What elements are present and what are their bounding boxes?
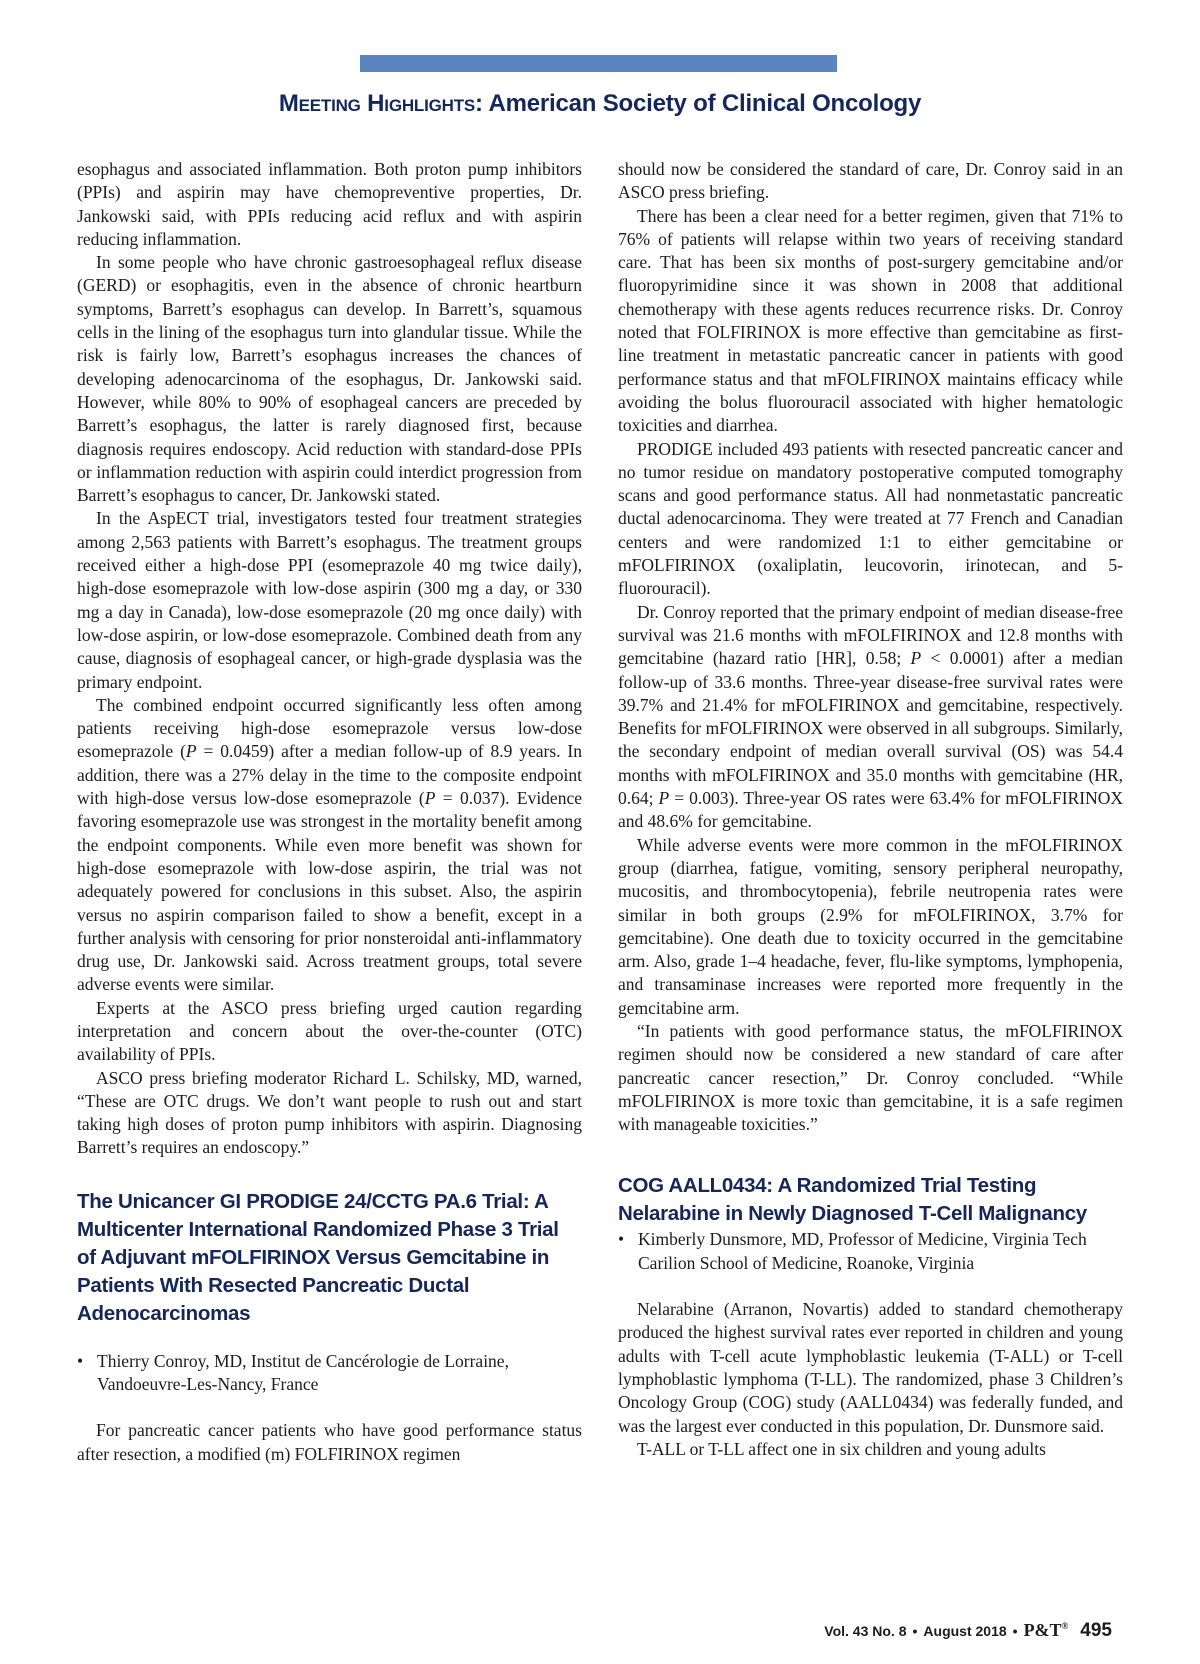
header-prefix: Meeting Highlights: bbox=[278, 90, 483, 117]
bullet-dot: • bbox=[77, 1350, 84, 1371]
page-footer bbox=[824, 1620, 1112, 1642]
left-paragraph: In the AspECT trial, investigators tested four treatment strategies among 2,563 patients with Barrett’s esophagus. The treatment groups received either a high-dose PPI (esomeprazole 40 mg twice daily), high-dose esomeprazole with low-dose aspirin (300 mg a day, or 330 mg a day in Canada), low-dose esomeprazole (20 mg once daily) with low-dose aspirin, or low-dose esomeprazole. Combined death from any cause, diagnosis of esophageal cancer, or high-grade dysplasia was the primary endpoint. bbox=[77, 508, 582, 692]
text-run: = 0.037). Evidence favoring esomeprazole use was strongest in the mortality benefit among the endpoint components. While even more benefit was shown for high-dose esomeprazole with low-dose aspirin, the trial was not adequately powered for conclusions in this subset. Also, the aspirin versus no aspirin comparison failed to show a benefit, except in a further analysis with censoring for prior nonsteroidal anti-inflammatory drug use, Dr. Jankowski said. Across treatment groups, total severe adverse events were similar. bbox=[77, 788, 582, 995]
right-paragraph: should now be considered the standard of care, Dr. Conroy said in an ASCO press briefing. bbox=[618, 159, 1123, 203]
page-header bbox=[0, 90, 1200, 118]
right-paragraph: Nelarabine (Arranon, Novartis) added to standard chemotherapy produced the highest survival rates ever reported in children and young adults with T-cell acute lymphoblastic leukemia (T-ALL) or T-cell lymphoblastic lymphoma (T-LL). The randomized, phase 3 Children’s Oncology Group (COG) study (AALL0434) was federally funded, and was the largest ever conducted in this population, Dr. Dunsmore said. bbox=[618, 1299, 1123, 1436]
author-bullet bbox=[618, 1228, 1123, 1275]
page-number: 495 bbox=[1080, 1620, 1112, 1641]
p-symbol: P bbox=[910, 648, 922, 669]
text-run: < 0.0001) after a median follow-up of 33.6 months. Three-year disease-free survival rates were 39.7% and 21.4% for mFOLFIRINOX and gemcitabine, respectively. Benefits for mFOLFIRINOX were observed in all subgroups. Similarly, the secondary endpoint of median overall survival (OS) was 54.4 months with mFOLFIRINOX and 35.0 months with gemcitabine (HR, 0.64; bbox=[618, 648, 1124, 809]
p-symbol: P bbox=[185, 741, 197, 762]
footer-date: August 2018 bbox=[923, 1623, 1007, 1639]
right-paragraph: “In patients with good performance status, the mFOLFIRINOX regimen should now be considered a new standard of care after pancreatic cancer resection,” Dr. Conroy concluded. “While mFOLFIRINOX is more toxic than gemcitabine, it is a safe regimen with manageable toxicities.” bbox=[618, 1020, 1123, 1135]
p-symbol: P bbox=[658, 788, 670, 809]
journal-name bbox=[1024, 1620, 1069, 1641]
left-column bbox=[77, 158, 582, 1466]
header-title: American Society of Clinical Oncology bbox=[488, 90, 922, 117]
header-accent-bar bbox=[360, 55, 837, 72]
left-paragraph: ASCO press briefing moderator Richard L. Schilsky, MD, warned, “These are OTC drugs. We don’t want people to rush out and start taking high doses of proton pump inhibitors with aspirin. Diagnosing Barrett’s requires an endoscopy.” bbox=[77, 1067, 582, 1158]
author-text: Thierry Conroy, MD, Institut de Cancérologie de Lorraine, Vandoeuvre-Les-Nancy, France bbox=[97, 1350, 509, 1395]
section-heading-prodige: The Unicancer GI PRODIGE 24/CCTG PA.6 Trial: A Multicenter International Randomized Phase 3 Trial of Adjuvant mFOLFIRINOX Versus Gemcitabine in Patients With Resected Pancreatic Ductal Adenocarcinomas bbox=[77, 1189, 559, 1325]
left-paragraph: esophagus and associated inflammation. Both proton pump inhibitors (PPIs) and aspirin may have chemopreventive properties, Dr. Jankowski said, with PPIs reducing acid reflux and with aspirin reducing inflammation. bbox=[77, 159, 582, 249]
p-symbol: P bbox=[424, 788, 436, 809]
left-paragraph-pvalues bbox=[77, 694, 582, 997]
left-paragraph: In some people who have chronic gastroesophageal reflux disease (GERD) or esophagitis, even in the absence of chronic heartburn symptoms, Barrett’s esophagus can develop. In Barrett’s, squamous cells in the lining of the esophagus turn into glandular tissue. While the risk is fairly low, Barrett’s esophagus increases the chances of developing adenocarcinoma of the esophagus, Dr. Jankowski said. However, while 80% to 90% of esophageal cancers are preceded by Barrett’s esophagus, the latter is rarely diagnosed first, because diagnosis requires endoscopy. Acid reduction with standard-dose PPIs or inflammation reduction with aspirin could interdict progression from Barrett’s esophagus to cancer, Dr. Jankowski stated. bbox=[77, 252, 582, 506]
right-column bbox=[618, 158, 1123, 1461]
bullet-dot: • bbox=[618, 1229, 625, 1250]
footer-separator: • bbox=[912, 1623, 918, 1639]
author-text: Kimberly Dunsmore, MD, Professor of Medicine, Virginia Tech Carilion School of Medicine, Roanoke, Virginia bbox=[638, 1229, 1087, 1273]
registered-mark: ® bbox=[1061, 1621, 1069, 1631]
right-paragraph: T-ALL or T-LL affect one in six children and young adults bbox=[637, 1438, 1046, 1459]
right-paragraph-pvalues bbox=[618, 601, 1123, 834]
right-paragraph: PRODIGE included 493 patients with resected pancreatic cancer and no tumor residue on mandatory postoperative computed tomography scans and good performance status. All had nonmetastatic pancreatic ductal adenocarcinoma. They were treated at 77 French and Canadian centers and were randomized 1:1 to either gemcitabine or mFOLFIRINOX (oxaliplatin, leucovorin, irinotecan, and 5-fluorouracil). bbox=[618, 438, 1123, 599]
footer-volume: Vol. 43 No. 8 bbox=[824, 1623, 907, 1639]
left-paragraph: For pancreatic cancer patients who have good performance status after resection, a modified (m) FOLFIRINOX regimen bbox=[77, 1420, 582, 1464]
text-run: The combined endpoint occurred significantly less often among patients receiving high-dose esomeprazole versus low-dose esomeprazole ( bbox=[77, 694, 582, 762]
author-bullet bbox=[77, 1350, 582, 1397]
right-paragraph: There has been a clear need for a better regimen, given that 71% to 76% of patients will relapse within two years of receiving standard care. That has been six months of post-surgery gemcitabine and/or fluoropyrimidine since it was shown in 2008 that additional chemotherapy with these agents reduces recurrence risks. Dr. Conroy noted that FOLFIRINOX is more effective than gemcitabine as first-line treatment in metastatic pancreatic cancer in patients with good performance status and that mFOLFIRINOX maintains efficacy while avoiding the bolus fluorouracil associated with higher hematologic toxicities and diarrhea. bbox=[618, 205, 1123, 436]
section-heading-cog: COG AALL0434: A Randomized Trial Testing Nelarabine in Newly Diagnosed T-Cell Malignancy bbox=[618, 1174, 1087, 1226]
text-run: Dr. Conroy reported that the primary endpoint of median disease-free survival was 21.6 months with mFOLFIRINOX and 12.8 months with gemcitabine (hazard ratio [HR], 0.58; bbox=[618, 601, 1123, 669]
text-run: = 0.0459) after a median follow-up of 8.9 years. In addition, there was a 27% delay in the time to the composite endpoint with high-dose versus low-dose esomeprazole ( bbox=[77, 741, 582, 809]
journal-title: P&T bbox=[1023, 1620, 1062, 1640]
right-paragraph: While adverse events were more common in the mFOLFIRINOX group (diarrhea, fatigue, vomiting, sensory peripheral neuropathy, mucositis, and thrombocytopenia), febrile neutropenia rates were similar in both groups (2.9% for mFOLFIRINOX, 3.7% for gemcitabine). One death due to toxicity occurred in the gemcitabine arm. Also, grade 1–4 headache, fever, flu-like symptoms, lymphopenia, and transaminase increases were reported more frequently in the gemcitabine arm. bbox=[618, 834, 1123, 1018]
left-paragraph: Experts at the ASCO press briefing urged caution regarding interpretation and concern about the over-the-counter (OTC) availability of PPIs. bbox=[77, 997, 582, 1065]
footer-separator: • bbox=[1012, 1623, 1018, 1639]
text-run: = 0.003). Three-year OS rates were 63.4% for mFOLFIRINOX and 48.6% for gemcitabine. bbox=[618, 788, 1123, 832]
